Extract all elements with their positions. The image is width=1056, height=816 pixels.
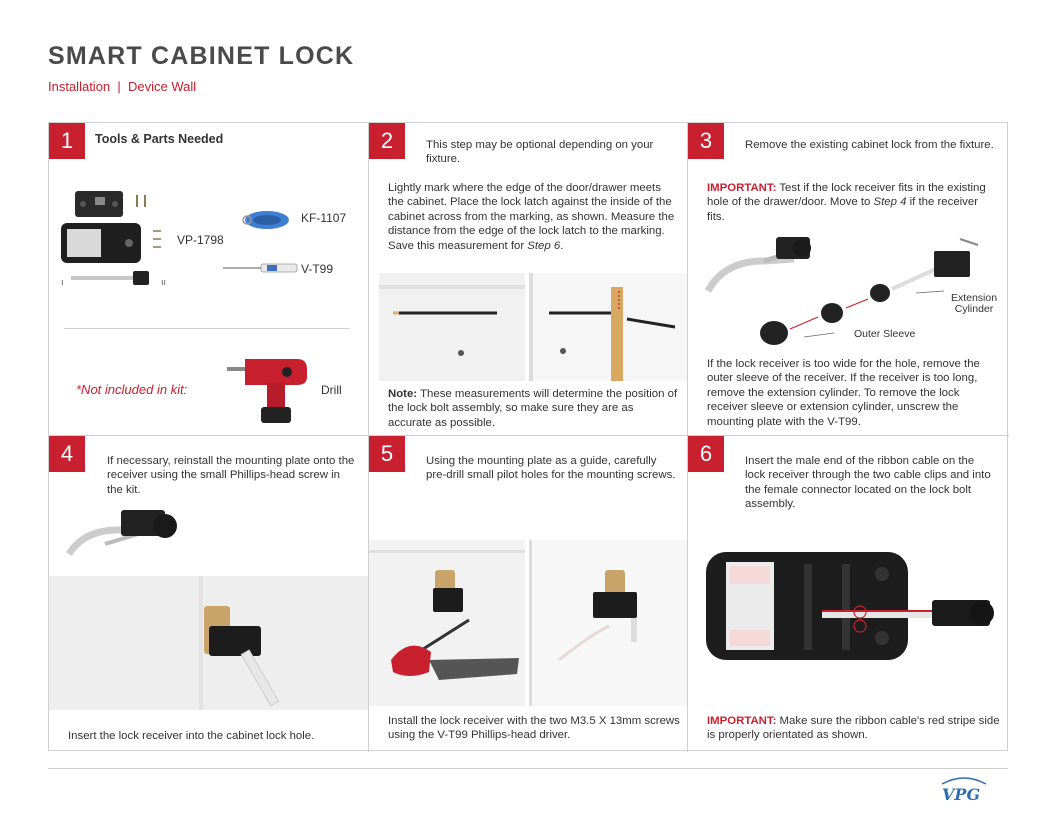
part-vt-label: V-T99 — [301, 262, 334, 276]
steps-grid — [48, 122, 1008, 751]
step-4-panel — [49, 436, 369, 752]
svg-text:ı: ı — [61, 278, 64, 288]
step-6-important: IMPORTANT: Make sure the ribbon cable's red stripe side is properly orientated as shown. — [707, 715, 1000, 742]
not-included-label: *Not included in kit: — [76, 382, 188, 397]
step-5-number: 5 — [369, 436, 405, 472]
step-5-intro: Using the mounting plate as a guide, carefully pre-drill small pilot holes for the mounting screws. — [426, 455, 676, 482]
drill-image — [227, 353, 317, 425]
step-2-body: Lightly mark where the edge of the door/drawer meets the cabinet. Place the lock latch against the inside of the cabinet across from the marking, as shown. Measure the distance from the edge of the lock latch to the marking. Save this measurement for Step 6. — [388, 182, 675, 252]
callout-outer-sleeve: Outer Sleeve — [854, 328, 916, 340]
step-2-note: Note: These measurements will determine the position of the lock bolt assembly, so make sure they are as accurate as possible. — [388, 388, 678, 429]
step-1-panel — [49, 123, 369, 436]
step-3-number: 3 — [688, 123, 724, 159]
step-4-intro: If necessary, reinstall the mounting plate onto the receiver using the small Phillips-head screw in the kit. — [107, 455, 355, 496]
callout-extension-cylinder: Extension Cylinder — [950, 292, 998, 315]
part-vp-label: VP-1798 — [177, 233, 224, 247]
step-5-panel — [369, 436, 688, 752]
step-4-caption: Insert the lock receiver into the cabinet lock hole. — [68, 730, 315, 742]
step-3-important: IMPORTANT: Test if the lock receiver fits in the existing hole of the drawer/door. Move to Step 4 if the receiver fits. — [707, 182, 986, 223]
step-1-heading: Tools & Parts Needed — [95, 132, 224, 146]
step-6-number: 6 — [688, 436, 724, 472]
step-6-intro: Insert the male end of the ribbon cable on the lock receiver through the two cable clips and into the female connector located on the lock bolt assembly. — [745, 455, 991, 511]
step-6-panel — [688, 436, 1009, 752]
step-3-body: If the lock receiver is too wide for the hole, remove the outer sleeve of the receiver. If the receiver is too long, remove the extension cylinder. To remove the lock receiver sleeve or extension cylinder, unscrew the mounting plate with the V-T99. — [707, 358, 980, 428]
step-5-caption: Install the lock receiver with the two M3.5 X 13mm screws using the V-T99 Phillips-head driver. — [388, 715, 680, 742]
page-title: SMART CABINET LOCK — [48, 42, 355, 70]
page-subtitle: Installation | Device Wall — [48, 79, 197, 94]
part-drill-label: Drill — [321, 383, 342, 397]
divider — [64, 328, 350, 329]
ribbon-cable-image — [702, 546, 1002, 666]
step-3-panel — [688, 123, 1009, 436]
svg-text:ıı: ıı — [161, 278, 167, 288]
part-kf-label: KF-1107 — [301, 211, 347, 225]
step-2-panel — [369, 123, 688, 436]
predrill-image — [369, 540, 688, 706]
cabinet-image — [49, 576, 369, 710]
svg-text:VPG: VPG — [942, 785, 981, 804]
footer-divider — [48, 768, 1008, 769]
step-1-number: 1 — [49, 123, 85, 159]
key-fob-image — [239, 205, 299, 235]
screwdriver-image — [221, 261, 301, 275]
step-3-intro: Remove the existing cabinet lock from the fixture. — [745, 139, 994, 151]
step-2-intro: This step may be optional depending on your fixture. — [426, 139, 654, 166]
mounting-plate-image — [65, 504, 195, 566]
measurement-image — [379, 273, 687, 381]
step-2-number: 2 — [369, 123, 405, 159]
step-4-number: 4 — [49, 436, 85, 472]
